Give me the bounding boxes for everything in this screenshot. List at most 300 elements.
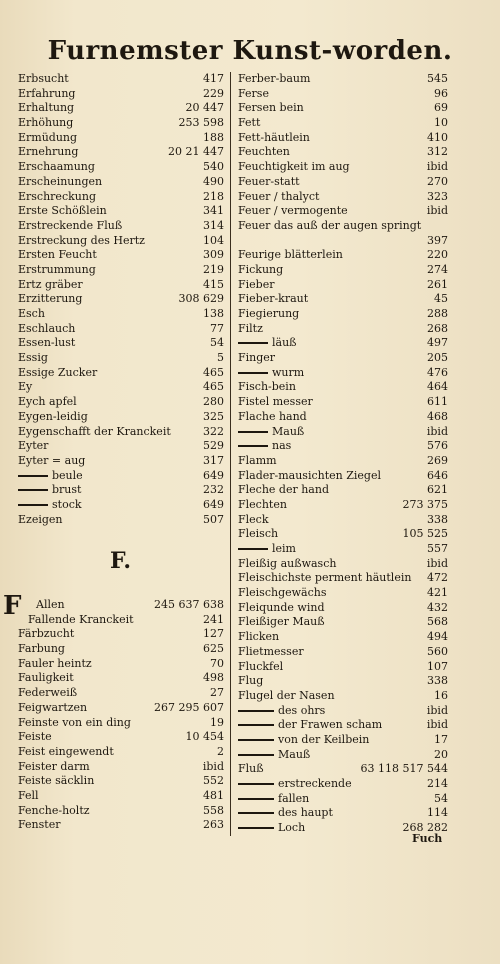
index-term — [238, 527, 278, 542]
index-entry — [238, 410, 448, 425]
index-term-text: Ernehrung — [18, 145, 79, 159]
index-term-text: Eygenschafft der Kranckeit — [18, 424, 171, 438]
index-term-text: Fisch-bein — [238, 380, 296, 394]
index-page-refs: 241 — [203, 612, 224, 626]
index-term-text: beule — [52, 468, 83, 482]
index-entry — [18, 774, 224, 789]
ditto-dash — [18, 504, 48, 506]
index-term-text: Farbung — [18, 642, 65, 656]
index-term — [18, 483, 81, 498]
index-term — [36, 598, 65, 613]
index-page-refs: 20 447 — [185, 101, 224, 115]
index-page-refs: 77 — [210, 321, 224, 335]
index-term — [18, 175, 102, 190]
index-term-text: brust — [52, 483, 82, 497]
index-term-text: Fleche der hand — [238, 483, 329, 497]
index-term-text: Feinste von ein ding — [18, 715, 131, 729]
index-term — [238, 366, 304, 381]
index-entry — [18, 190, 224, 205]
index-entry — [18, 204, 224, 219]
index-page-refs: 507 — [203, 512, 224, 526]
index-term-text: läuß — [272, 336, 297, 350]
index-term — [18, 248, 97, 263]
index-entry — [238, 292, 448, 307]
index-page-refs: 308 629 — [178, 292, 224, 306]
index-term-text: Fiegierung — [238, 307, 300, 320]
index-term-text: Flache hand — [238, 409, 307, 423]
index-entry — [238, 527, 448, 542]
index-term — [238, 410, 307, 425]
index-term — [238, 219, 421, 234]
index-term — [238, 806, 333, 821]
index-entry — [238, 87, 448, 102]
index-page-refs: 568 — [427, 615, 448, 629]
index-term-text: Flug — [238, 674, 264, 688]
index-term — [18, 410, 88, 425]
index-term-text: Eyter — [18, 439, 49, 453]
index-term-text: Ey — [18, 380, 33, 394]
index-entry — [238, 571, 448, 586]
index-entry — [238, 351, 448, 366]
index-term-text: Ermüdung — [18, 130, 78, 144]
index-term-text: Erschaamung — [18, 160, 95, 174]
index-entry — [238, 483, 448, 498]
index-term-text: Fleischgewächs — [238, 586, 327, 600]
index-term — [238, 322, 263, 337]
index-entry — [238, 248, 448, 263]
index-term-text: Feister darm — [18, 759, 90, 773]
index-term-text: Erbsucht — [18, 72, 69, 85]
index-entry — [18, 730, 224, 745]
index-page-refs: 465 — [203, 380, 224, 394]
index-entry — [238, 101, 448, 116]
index-page-refs: 20 21 447 — [168, 145, 224, 159]
index-page-refs: 557 — [427, 542, 448, 555]
index-entry — [18, 760, 224, 775]
index-term — [238, 351, 275, 366]
index-page-refs: 270 — [427, 174, 448, 188]
index-page-refs: 54 — [210, 336, 224, 350]
index-page-refs: 325 — [203, 409, 224, 423]
right-index-column — [238, 72, 448, 836]
catchword: Fuch — [412, 832, 443, 845]
index-page-refs: 494 — [427, 630, 448, 644]
index-page-refs: 309 — [203, 248, 224, 262]
index-term-text: Fluckfel — [238, 659, 284, 673]
index-page-refs: 341 — [203, 204, 224, 218]
index-page-refs: 268 — [427, 321, 448, 335]
index-page-refs: 54 — [434, 791, 448, 805]
index-entry — [18, 410, 224, 425]
index-entry — [238, 380, 448, 395]
index-term-text: Fallende Kranckeit — [28, 612, 134, 626]
index-term-text: Fauligkeit — [18, 671, 74, 685]
index-entry — [238, 204, 448, 219]
index-term-text: Flader-mausichten Ziegel — [238, 468, 381, 482]
index-term — [18, 498, 82, 513]
index-term-text: der Frawen scham — [278, 718, 383, 732]
index-entry — [18, 483, 224, 498]
index-term — [238, 116, 260, 131]
index-term — [18, 380, 32, 395]
index-entry — [238, 792, 448, 807]
index-entry — [18, 454, 224, 469]
index-term — [18, 116, 73, 131]
index-term-text: Erstreckung des Hertz — [18, 233, 145, 247]
index-entry — [18, 131, 224, 146]
index-entry — [238, 145, 448, 160]
index-term — [238, 718, 382, 733]
index-entry — [238, 219, 448, 234]
index-term-text: Mauß — [272, 424, 305, 438]
index-page-refs: 263 — [203, 818, 224, 832]
f-index-block — [18, 598, 224, 833]
index-page-refs: 20 — [434, 747, 448, 761]
index-entry — [238, 762, 448, 777]
index-entry — [238, 395, 448, 410]
index-page-refs: ibid — [202, 759, 224, 773]
index-page-refs: 560 — [427, 644, 448, 658]
index-entry — [18, 513, 224, 528]
ditto-dash — [238, 342, 268, 344]
index-term — [238, 601, 325, 616]
index-page-refs: 70 — [210, 656, 224, 670]
index-term — [238, 160, 350, 175]
index-page-refs: 104 — [203, 233, 224, 247]
index-term-text: Eschlauch — [18, 321, 76, 335]
index-term — [238, 175, 300, 190]
index-term-text: Loch — [278, 821, 306, 835]
index-term — [18, 278, 83, 293]
index-page-refs: 497 — [427, 336, 448, 350]
index-term-text: Fieber-kraut — [238, 292, 309, 306]
index-entry — [238, 498, 448, 513]
index-term-text: Eych apfel — [18, 395, 77, 409]
index-entry — [18, 671, 224, 686]
index-term-text: Erfahrung — [18, 86, 76, 100]
index-page-refs: 649 — [203, 497, 224, 511]
index-term-text: Erstreckende Fluß — [18, 218, 123, 232]
index-term-text: Flicken — [238, 630, 280, 644]
index-term-text: von der Keilbein — [278, 732, 370, 746]
index-page-refs: 417 — [203, 72, 224, 85]
index-page-refs: 498 — [203, 671, 224, 685]
index-page-refs: 611 — [427, 395, 448, 409]
index-term-text: Feuer-statt — [238, 174, 300, 188]
page-title: Furnemster Kunst-worden. — [47, 36, 453, 66]
index-term-text: des haupt — [278, 806, 333, 820]
index-term — [18, 190, 96, 205]
index-term-text: Ersten Feucht — [18, 248, 97, 262]
index-page-refs: ibid — [426, 703, 448, 717]
index-page-refs: 338 — [427, 674, 448, 688]
index-term — [238, 704, 325, 719]
index-page-refs: 317 — [203, 453, 224, 467]
index-term — [18, 292, 82, 307]
index-term-text: Flugel der Nasen — [238, 688, 335, 702]
index-term — [18, 671, 74, 686]
index-page-refs: 465 — [203, 365, 224, 379]
index-entry — [238, 72, 448, 87]
index-page-refs: ibid — [426, 424, 448, 438]
index-entry — [238, 366, 448, 381]
ditto-dash — [238, 754, 274, 756]
index-entry — [238, 131, 448, 146]
index-entry — [18, 234, 224, 249]
index-page-refs: 273 375 — [402, 497, 448, 511]
index-entry — [18, 351, 224, 366]
index-term — [238, 263, 283, 278]
index-term-text: Ezeigen — [18, 512, 63, 526]
index-page-refs: 268 282 — [402, 821, 448, 835]
index-entry — [18, 789, 224, 804]
index-page-refs: ibid — [426, 160, 448, 174]
index-term — [238, 425, 304, 440]
index-page-refs: 646 — [427, 468, 448, 482]
index-term-text: Fieber — [238, 277, 275, 291]
index-page-refs: 261 — [427, 277, 448, 291]
index-entry — [18, 322, 224, 337]
index-term-text: Fluß — [238, 762, 264, 776]
index-term — [238, 395, 313, 410]
index-term — [238, 380, 296, 395]
index-term — [18, 204, 107, 219]
index-entry — [18, 307, 224, 322]
ditto-dash — [238, 798, 274, 800]
index-entry — [238, 278, 448, 293]
index-entry — [18, 366, 224, 381]
ditto-dash — [18, 475, 48, 477]
index-term — [18, 307, 45, 322]
index-term-text: Erste Schößlein — [18, 204, 107, 218]
index-entry — [18, 101, 224, 116]
index-entry — [238, 234, 448, 249]
index-page-refs: 545 — [427, 72, 448, 85]
ditto-dash — [18, 489, 48, 491]
ditto-dash — [238, 783, 274, 785]
index-term — [238, 498, 287, 513]
index-term — [238, 145, 290, 160]
index-entry — [238, 689, 448, 704]
index-term-text: erstreckende — [278, 777, 352, 790]
index-page-refs: 5 — [217, 351, 224, 365]
index-entry — [238, 175, 448, 190]
index-page-refs: 415 — [203, 277, 224, 291]
index-term — [238, 278, 274, 293]
index-term — [18, 760, 90, 775]
index-term — [18, 439, 48, 454]
index-term — [238, 792, 309, 807]
index-term-text: Fleiqunde wind — [238, 600, 325, 614]
index-page-refs: 105 525 — [402, 527, 448, 541]
index-entry — [238, 630, 448, 645]
index-term — [238, 307, 299, 322]
index-page-refs: 397 — [427, 233, 448, 247]
index-term-text: Fell — [18, 788, 39, 802]
index-term-text: fallen — [278, 791, 310, 805]
index-term-text: Finger — [238, 351, 276, 365]
index-term-text: Essen-lust — [18, 336, 76, 350]
index-page-refs: 323 — [427, 189, 448, 203]
index-page-refs: 188 — [203, 130, 224, 144]
index-entry — [238, 586, 448, 601]
index-entry — [18, 498, 224, 513]
index-term — [18, 657, 92, 672]
index-term-text: Ferber-baum — [238, 72, 311, 85]
index-term — [238, 87, 269, 102]
index-page-refs: 274 — [427, 262, 448, 276]
left-index-column — [18, 72, 224, 527]
index-term-text: Erschreckung — [18, 189, 96, 203]
index-entry — [238, 439, 448, 454]
index-entry — [18, 642, 224, 657]
index-term-text: Essig — [18, 351, 48, 365]
index-term — [238, 336, 297, 351]
index-page-refs: 288 — [427, 307, 448, 320]
index-term — [238, 469, 381, 484]
index-page-refs: 245 637 638 — [154, 598, 224, 611]
index-entry — [18, 627, 224, 642]
index-entry — [238, 263, 448, 278]
index-term — [238, 660, 283, 675]
index-term — [18, 263, 96, 278]
index-entry — [18, 87, 224, 102]
index-page-refs: 552 — [203, 774, 224, 788]
index-page-refs: 127 — [203, 627, 224, 641]
ditto-dash — [238, 445, 268, 447]
ditto-dash — [238, 710, 274, 712]
index-page-refs: 205 — [427, 351, 448, 365]
index-term-text: Erzitterung — [18, 292, 83, 306]
index-page-refs: 45 — [434, 292, 448, 306]
index-term — [18, 774, 94, 789]
index-term — [238, 190, 319, 205]
index-term-text: Feuer / vermogente — [238, 204, 348, 218]
index-page-refs: 107 — [427, 659, 448, 673]
index-page-refs: 481 — [203, 788, 224, 802]
ditto-dash — [238, 739, 274, 741]
index-term-text: Essige Zucker — [18, 365, 98, 379]
index-term-text: Fleißiger Mauß — [238, 615, 325, 629]
index-term-text: Erstrummung — [18, 262, 96, 276]
index-page-refs: 27 — [210, 686, 224, 700]
index-entry — [238, 733, 448, 748]
index-term-text: Eygen-leidig — [18, 409, 88, 423]
index-entry — [18, 116, 224, 131]
index-entry — [238, 322, 448, 337]
index-term — [238, 586, 326, 601]
index-term — [238, 821, 305, 836]
index-entry — [18, 145, 224, 160]
index-term-text: Feuchtigkeit im aug — [238, 160, 350, 174]
index-entry — [18, 439, 224, 454]
index-entry — [18, 598, 224, 613]
index-entry — [18, 72, 224, 87]
index-page-refs: 229 — [203, 86, 224, 100]
decorated-initial: F — [3, 591, 22, 621]
index-entry — [238, 513, 448, 528]
index-page-refs: 220 — [427, 248, 448, 262]
index-term — [238, 689, 335, 704]
index-term-text: wurm — [272, 365, 305, 379]
index-term — [18, 72, 69, 87]
index-page-refs: 138 — [203, 307, 224, 320]
index-term-text: Erscheinungen — [18, 174, 103, 188]
index-term-text: Fistel messer — [238, 395, 313, 409]
index-term-text: leim — [272, 542, 296, 555]
index-term — [18, 789, 39, 804]
index-term-text: Flamm — [238, 453, 277, 467]
index-entry — [238, 601, 448, 616]
index-page-refs: 312 — [427, 145, 448, 159]
index-page-refs: 410 — [427, 130, 448, 144]
index-page-refs: 314 — [203, 218, 224, 232]
ditto-dash — [238, 372, 268, 374]
index-page-refs: 421 — [427, 586, 448, 600]
column-divider — [230, 72, 231, 836]
index-page-refs: 96 — [434, 86, 448, 100]
ditto-dash — [238, 724, 274, 726]
index-term-text: Filtz — [238, 321, 263, 335]
index-term-text: Fleisch — [238, 527, 279, 541]
index-term-text: Flietmesser — [238, 644, 304, 658]
index-entry — [18, 686, 224, 701]
index-term-text: des ohrs — [278, 703, 326, 717]
index-term-text: Feist eingewendt — [18, 744, 114, 758]
index-page-refs: 576 — [427, 439, 448, 453]
index-term — [18, 701, 87, 716]
index-page-refs: 267 295 607 — [154, 700, 224, 714]
ditto-dash — [238, 548, 268, 550]
index-entry — [238, 336, 448, 351]
index-term-text: Fauler heintz — [18, 656, 92, 670]
index-page-refs: 490 — [203, 174, 224, 188]
index-term — [238, 542, 296, 557]
index-term-text: Erhaltung — [18, 101, 75, 115]
index-entry — [18, 716, 224, 731]
index-term-text: Feiste säcklin — [18, 774, 95, 788]
index-term-text: Federweiß — [18, 686, 78, 700]
index-page-refs: 214 — [427, 777, 448, 790]
index-entry — [18, 818, 224, 833]
index-page-refs: 472 — [427, 571, 448, 585]
index-term — [18, 234, 145, 249]
index-page-refs: 322 — [203, 424, 224, 438]
index-entry — [238, 454, 448, 469]
index-entry — [238, 190, 448, 205]
index-term — [18, 351, 48, 366]
index-term — [18, 513, 63, 528]
index-page-refs: 269 — [427, 453, 448, 467]
index-term-text: Feuer das auß der augen springt — [238, 218, 422, 232]
index-term — [18, 716, 131, 731]
index-term — [238, 439, 291, 454]
index-term-text: Feigwartzen — [18, 700, 88, 714]
index-entry — [238, 674, 448, 689]
index-term — [238, 630, 279, 645]
index-term — [18, 425, 171, 440]
index-term-text: Mauß — [278, 747, 311, 761]
index-term — [238, 777, 352, 792]
index-entry — [238, 806, 448, 821]
index-entry — [18, 380, 224, 395]
index-term — [18, 336, 75, 351]
index-page-refs: 219 — [203, 262, 224, 276]
index-page-refs: 114 — [427, 806, 448, 820]
index-term — [18, 745, 114, 760]
index-term-text: Färbzucht — [18, 627, 75, 641]
index-term-text: Flechten — [238, 497, 287, 511]
